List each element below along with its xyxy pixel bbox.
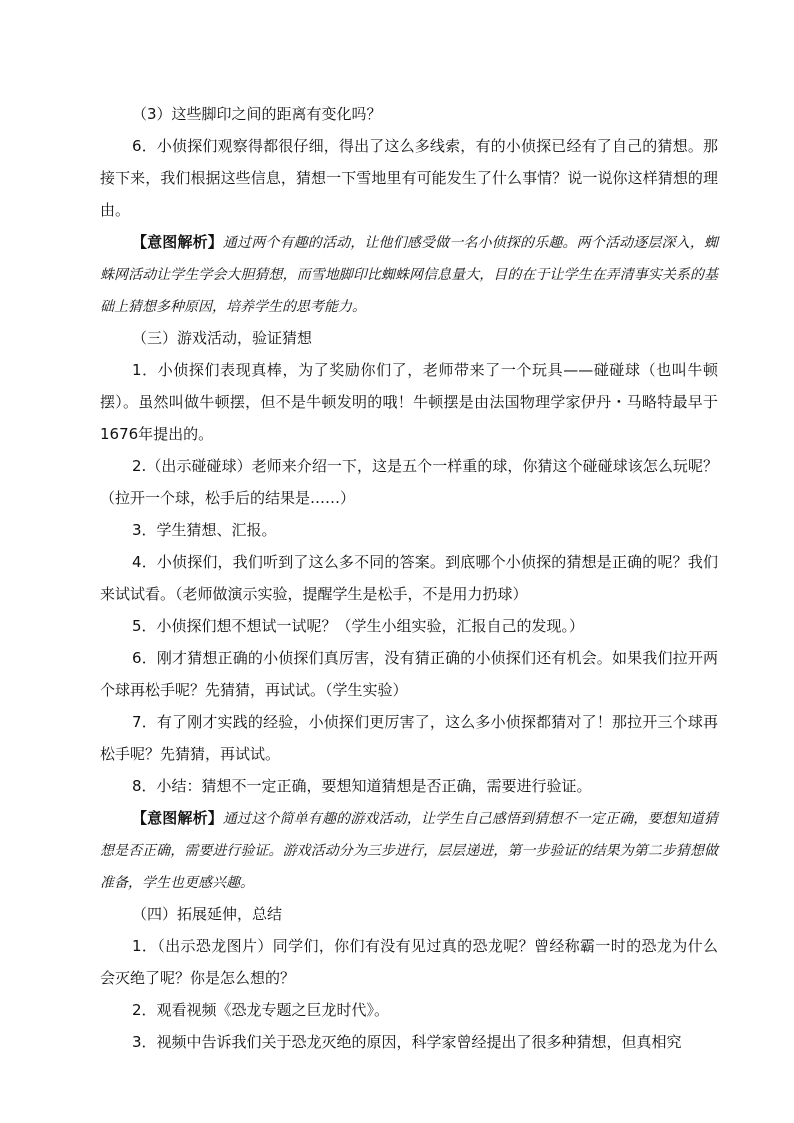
step-6-guess: 6．小侦探们观察得都很仔细，得出了这么多线索，有的小侦探已经有了自己的猜想。那接下来，我们根据这些信息，猜想一下雪地里有可能发生了什么事情？说一说你这样猜想的理由。 [100, 137, 718, 219]
intent-tag: 【意图解析】 [132, 809, 223, 827]
section-3-heading: （三）游戏活动，验证猜想 [132, 329, 313, 347]
intent-analysis-1 [100, 226, 718, 323]
step-5-try: 5．小侦探们想不想试一试呢？（学生小组实验，汇报自己的发现。） [132, 617, 585, 635]
step-3-extinction: 3．视频中告诉我们关于恐龙灭绝的原因，科学家曾经提出了很多种猜想，但真相究 [132, 1033, 682, 1051]
question-3: （3）这些脚印之间的距离有变化吗？ [132, 105, 382, 123]
step-3-guess-report: 3．学生猜想、汇报。 [132, 521, 277, 539]
step-2-show-ball: 2.（出示碰碰球）老师来介绍一下，这是五个一样重的球，你猜这个碰碰球该怎么玩呢？（拉开一个球，松手后的结果是……） [100, 457, 718, 507]
intent-tag: 【意图解析】 [132, 233, 223, 251]
step-2-video: 2．观看视频《恐龙专题之巨龙时代》。 [132, 1001, 390, 1019]
step-7-three-balls: 7．有了刚才实践的经验，小侦探们更厉害了，这么多小侦探都猜对了！那拉开三个球再松手呢？先猜猜，再试试。 [100, 713, 718, 763]
step-1-newton-cradle: 1．小侦探们表现真棒，为了奖励你们了，老师带来了一个玩具——碰碰球（也叫牛顿摆）。虽然叫做牛顿摆，但不是牛顿发明的哦！牛顿摆是由法国物理学家伊丹・马略特最早于1676年提出的。 [100, 361, 718, 443]
intent-text: 通过这个简单有趣的游戏活动，让学生自己感悟到猜想不一定正确，要想知道猜想是否正确，需要进行验证。游戏活动分为三步进行，层层递进，第一步验证的结果为第二步猜想做准备，学生也更感兴趣。 [100, 811, 718, 891]
step-8-summary: 8．小结：猜想不一定正确，要想知道猜想是否正确，需要进行验证。 [132, 777, 592, 795]
intent-text: 通过两个有趣的活动，让他们感受做一名小侦探的乐趣。两个活动逐层深入，蜘蛛网活动让学生学会大胆猜想，而雪地脚印比蜘蛛网信息量大，目的在于让学生在弄清事实关系的基础上猜想多种原因，培养学生的思考能力。 [100, 235, 718, 315]
section-4-heading: （四）拓展延伸，总结 [132, 905, 283, 923]
intent-analysis-2 [100, 802, 718, 899]
step-1-dinosaur: 1．（出示恐龙图片）同学们，你们有没有见过真的恐龙呢？曾经称霸一时的恐龙为什么会灭绝了呢？你是怎么想的？ [100, 937, 718, 987]
step-6-two-balls: 6．刚才猜想正确的小侦探们真厉害，没有猜正确的小侦探们还有机会。如果我们拉开两个球再松手呢？先猜猜，再试试。（学生实验） [100, 649, 718, 699]
step-4-demo: 4．小侦探们，我们听到了这么多不同的答案。到底哪个小侦探的猜想是正确的呢？我们来试试看。（老师做演示实验，提醒学生是松手，不是用力扔球） [100, 553, 718, 603]
